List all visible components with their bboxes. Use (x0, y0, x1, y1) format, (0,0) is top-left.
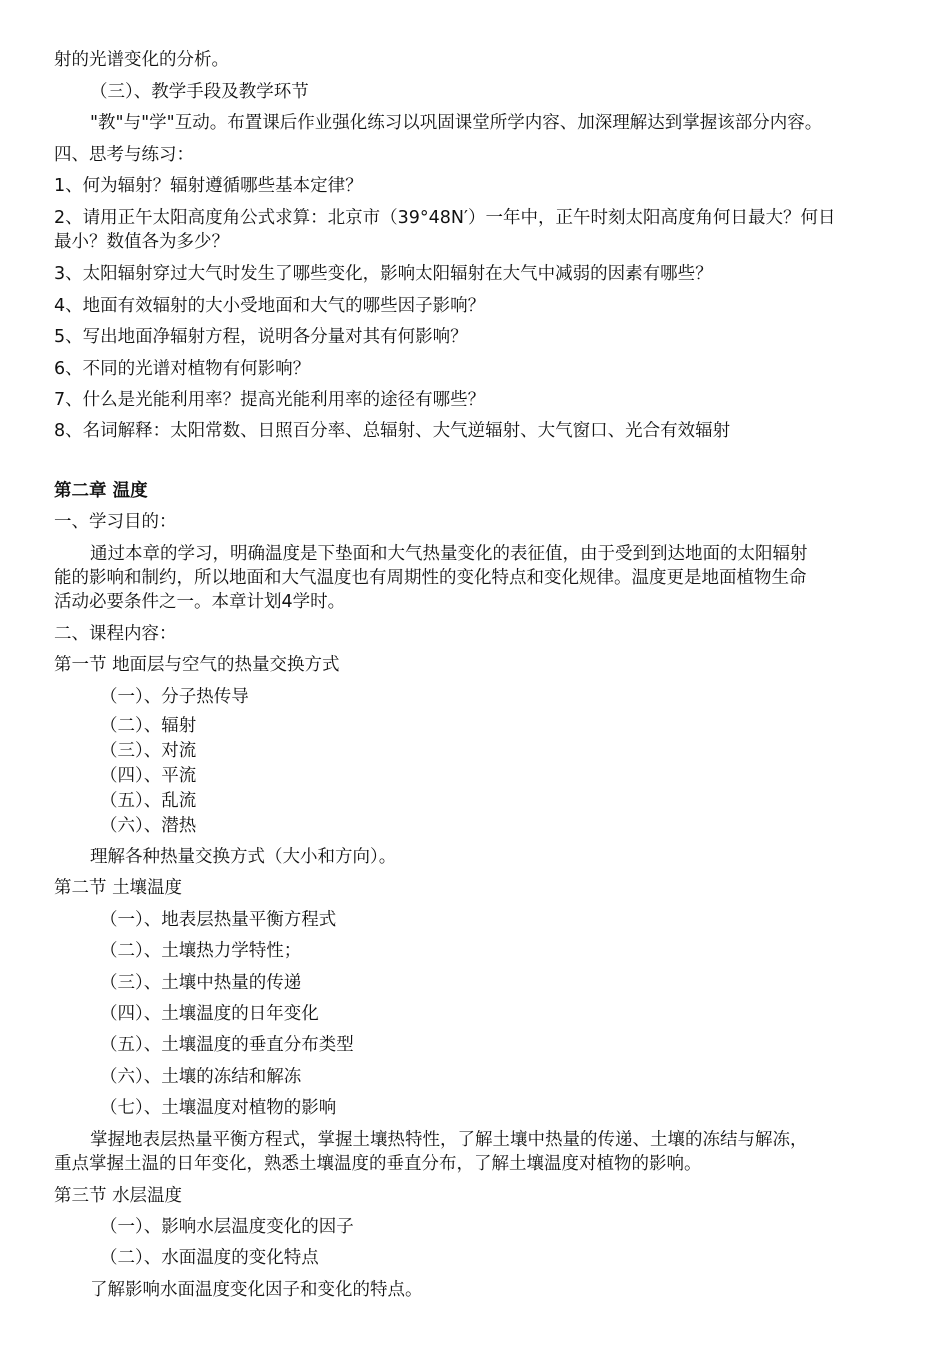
text-line: 理解各种热量交换方式（大小和方向）。 (90, 847, 397, 867)
text-line: （二）、水面温度的变化特点 (100, 1248, 319, 1268)
text-line: 7、什么是光能利用率？提高光能利用率的途径有哪些？ (54, 390, 486, 410)
text-line: 5、写出地面净辐射方程，说明各分量对其有何影响？ (54, 327, 468, 347)
text-line: （一）、分子热传导 (100, 687, 249, 707)
text-line: 一、学习目的： (54, 512, 177, 532)
text-line: 了解影响水面温度变化因子和变化的特点。 (90, 1280, 423, 1300)
text-line: （三）、教学手段及教学环节 (90, 82, 309, 102)
text-line: 第一节 地面层与空气的热量交换方式 (54, 655, 340, 675)
text-line: 第二节 土壤温度 (54, 878, 183, 898)
text-line: （二）、辐射 (100, 716, 197, 736)
text-line: 掌握地表层热量平衡方程式，掌握土壤热特性，了解土壤中热量的传递、土壤的冻结与解冻， (90, 1130, 808, 1150)
text-line: 6、不同的光谱对植物有何影响？ (54, 359, 311, 379)
text-line: 射的光谱变化的分析。 (54, 50, 229, 70)
text-line: （五）、乱流 (100, 791, 197, 811)
text-line: 第三节 水层温度 (54, 1186, 183, 1206)
text-line: 2、请用正午太阳高度角公式求算：北京市（39°48N′）一年中，正午时刻太阳高度角何日最大？何日 (54, 208, 836, 228)
text-line: （四）、平流 (100, 766, 197, 786)
text-line: 通过本章的学习，明确温度是下垫面和大气热量变化的表征值，由于受到到达地面的太阳辐射 (90, 544, 808, 564)
text-line: 4、地面有效辐射的大小受地面和大气的哪些因子影响？ (54, 296, 486, 316)
text-line: 最小？数值各为多少？ (54, 232, 229, 252)
text-line: （一）、地表层热量平衡方程式 (100, 910, 337, 930)
text-line: 3、太阳辐射穿过大气时发生了哪些变化，影响太阳辐射在大气中减弱的因素有哪些？ (54, 264, 713, 284)
text-line: 活动必要条件之一。本章计划4学时。 (54, 592, 346, 612)
text-line: （四）、土壤温度的日年变化 (100, 1004, 319, 1024)
text-line: "教"与"学"互动。布置课后作业强化练习以巩固课堂所学内容、加深理解达到掌握该部分内容。 (90, 113, 823, 133)
text-line: （二）、土壤热力学特性； (100, 941, 302, 961)
text-line: 重点掌握土温的日年变化，熟悉土壤温度的垂直分布，了解土壤温度对植物的影响。 (54, 1154, 702, 1174)
text-line: （六）、土壤的冻结和解冻 (100, 1067, 302, 1087)
text-line: 能的影响和制约，所以地面和大气温度也有周期性的变化特点和变化规律。温度更是地面植物生命 (54, 568, 807, 588)
text-line: 8、名词解释：太阳常数、日照百分率、总辐射、大气逆辐射、大气窗口、光合有效辐射 (54, 421, 731, 441)
text-line: （三）、对流 (100, 741, 197, 761)
text-line: （一）、影响水层温度变化的因子 (100, 1217, 354, 1237)
chapter-heading: 第二章 温度 (54, 481, 148, 501)
text-line: （三）、土壤中热量的传递 (100, 973, 302, 993)
text-line: （五）、土壤温度的垂直分布类型 (100, 1035, 354, 1055)
text-line: （六）、潜热 (100, 816, 197, 836)
text-line: （七）、土壤温度对植物的影响 (100, 1098, 337, 1118)
text-line: 1、何为辐射？辐射遵循哪些基本定律？ (54, 176, 363, 196)
text-line: 四、思考与练习： (54, 145, 194, 165)
text-line: 二、课程内容： (54, 624, 177, 644)
